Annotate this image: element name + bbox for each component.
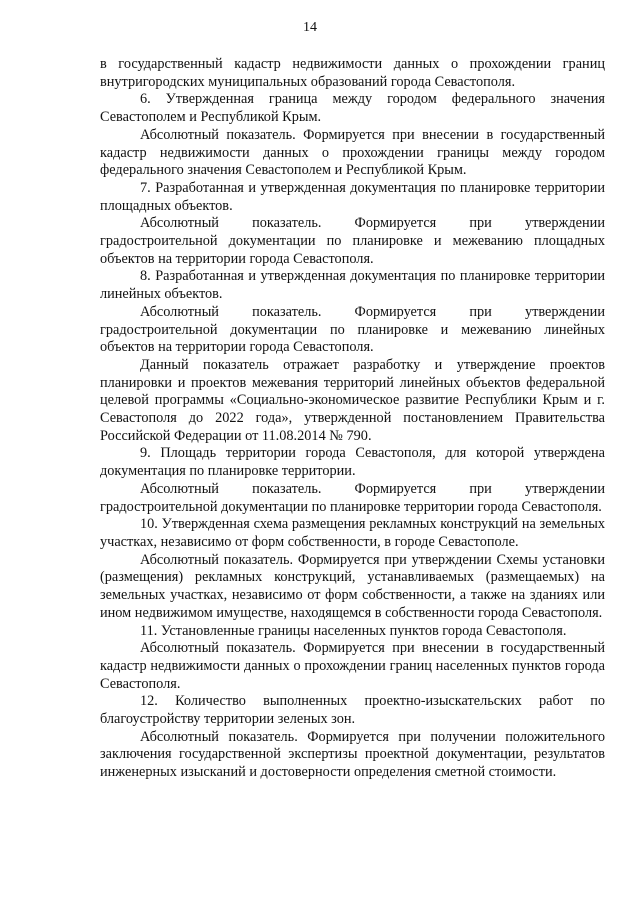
item-9-description: Абсолютный показатель. Формируется при утверждении градостроительной документации по планировке территории города Севастополя. [100, 480, 605, 515]
body-text [100, 56, 605, 782]
item-12-description: Абсолютный показатель. Формируется при получении положительного заключения государственной экспертизы проектной документации, результатов инженерных изысканий и достоверности определения сметной стоимости. [100, 728, 605, 781]
item-8-description: Абсолютный показатель. Формируется при утверждении градостроительной документации по планировке и межеванию линейных объектов на территории города Севастополя. [100, 303, 605, 356]
item-12-heading: 12. Количество выполненных проектно-изыскательских работ по благоустройству территории зеленых зон. [100, 693, 605, 728]
item-7-description: Абсолютный показатель. Формируется при утверждении градостроительной документации по планировке и межеванию площадных объектов на территории города Севастополя. [100, 215, 605, 267]
item-11-description: Абсолютный показатель. Формируется при внесении в государственный кадастр недвижимости данных о прохождении границ населенных пунктов города Севастополя. [100, 640, 605, 692]
page-number: 14 [303, 20, 317, 35]
item-8-heading: 8. Разработанная и утвержденная документация по планировке территории линейных объектов. [100, 268, 605, 303]
item-10-heading: 10. Утвержденная схема размещения рекламных конструкций на земельных участках, независимо от форм собственности, в городе Севастополе. [100, 516, 605, 550]
item-7-heading: 7. Разработанная и утвержденная документация по планировке территории площадных объектов. [100, 179, 605, 214]
item-10-description: Абсолютный показатель. Формируется при утверждении Схемы установки (размещения) рекламных конструкций, устанавливаемых (размещаемых) на земельных участках, независимо от форм собственности, а также на зданиях или ином недвижимом имуществе, находящемся в собственности города Севастополя. [100, 551, 605, 621]
item-9-heading: 9. Площадь территории города Севастополя, для которой утверждена документация по планировке территории. [100, 445, 605, 480]
item-6-description: Абсолютный показатель. Формируется при внесении в государственный кадастр недвижимости данных о прохождении границы между городом федерального значения Севастополем и Республикой Крым. [100, 126, 605, 179]
item-6-heading: 6. Утвержденная граница между городом федерального значения Севастополем и Республикой Крым. [100, 91, 605, 126]
item-11-heading: 11. Установленные границы населенных пунктов города Севастополя. [140, 622, 567, 639]
item-8-note: Данный показатель отражает разработку и утверждение проектов планировки и проектов межевания территорий линейных объектов федеральной целевой программы «Социально-экономическое развитие Республики Крым и г. Севастополя до 2022 года», утвержденной постановлением Правительства Российской Федерации от 11.08.2014 № 790. [100, 356, 605, 444]
paragraph-continuation: в государственный кадастр недвижимости данных о прохождении границ внутригородских муниципальных образований города Севастополя. [100, 56, 605, 90]
